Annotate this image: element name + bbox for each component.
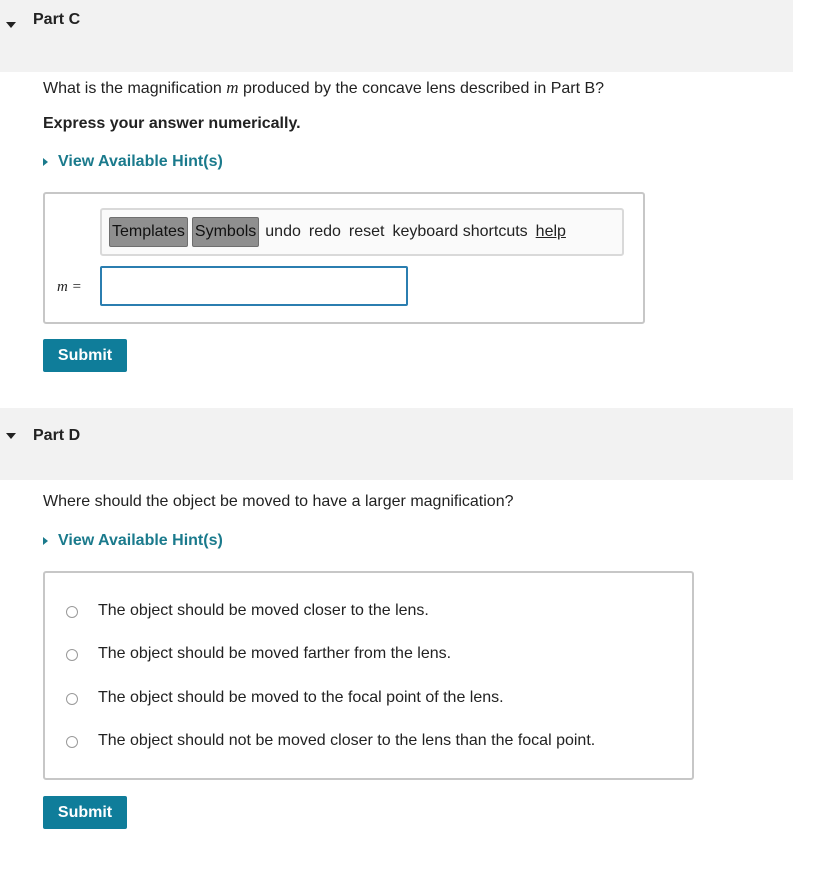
part-d-title: Part D — [33, 427, 81, 444]
radio-button[interactable] — [66, 736, 78, 748]
help-button[interactable]: help — [535, 223, 566, 240]
math-toolbar — [100, 208, 624, 256]
part-c-question: What is the magnification m produced by the concave lens described in Part B? — [43, 78, 605, 97]
undo-button[interactable]: undo — [265, 223, 301, 240]
choice-label: The object should not be moved closer to the lens than the focal point. — [98, 732, 596, 749]
part-d-question: Where should the object be moved to have a larger magnification? — [43, 493, 514, 510]
radio-button[interactable] — [66, 606, 78, 618]
part-c-header[interactable] — [0, 0, 793, 72]
caret-down-icon — [6, 22, 16, 28]
caret-right-icon — [43, 158, 48, 166]
part-c-view-hints-link[interactable]: View Available Hint(s) — [43, 153, 223, 171]
answer-panel — [43, 192, 645, 324]
choice-label: The object should be moved closer to the lens. — [98, 602, 429, 619]
choice-option[interactable] — [45, 602, 690, 624]
part-c-title: Part C — [33, 11, 81, 28]
caret-right-icon — [43, 537, 48, 545]
radio-button[interactable] — [66, 693, 78, 705]
choice-label: The object should be moved to the focal point of the lens. — [98, 689, 504, 706]
magnification-answer-input[interactable] — [100, 266, 408, 306]
part-d-header[interactable] — [0, 408, 793, 480]
choice-label: The object should be moved farther from the lens. — [98, 645, 452, 662]
symbols-button[interactable]: Symbols — [192, 217, 259, 247]
redo-button[interactable]: redo — [308, 223, 341, 240]
radio-button[interactable] — [66, 649, 78, 661]
templates-button[interactable]: Templates — [109, 217, 188, 247]
part-d-submit-button[interactable]: Submit — [43, 796, 127, 829]
choice-option[interactable] — [45, 689, 690, 711]
choice-option[interactable] — [45, 645, 690, 667]
keyboard-shortcuts-button[interactable]: keyboard shortcuts — [392, 223, 528, 240]
caret-down-icon — [6, 433, 16, 439]
choices-panel — [43, 571, 694, 780]
part-c-submit-button[interactable]: Submit — [43, 339, 127, 372]
choice-option[interactable] — [45, 732, 690, 754]
m-input-label: m = — [57, 279, 82, 295]
part-d-view-hints-link[interactable]: View Available Hint(s) — [43, 532, 223, 550]
part-c-instruction: Express your answer numerically. — [43, 115, 301, 132]
reset-button[interactable]: reset — [348, 223, 385, 240]
magnification-variable: m — [226, 78, 239, 97]
